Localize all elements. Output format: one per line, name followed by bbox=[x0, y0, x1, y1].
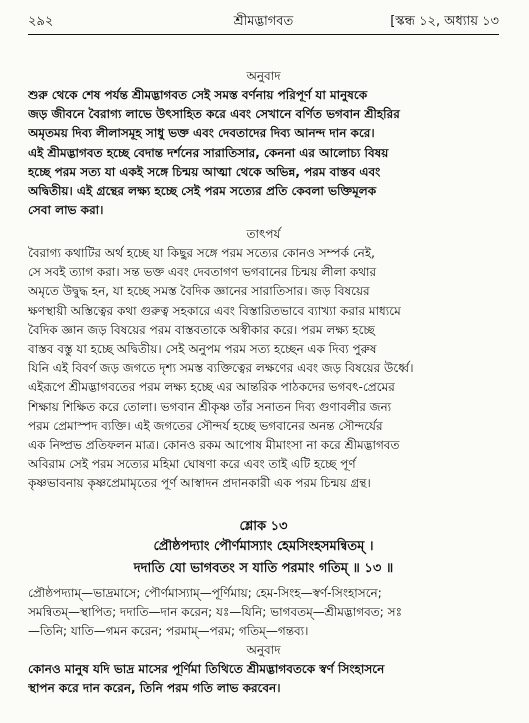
text-line: এই শ্রীমদ্ভাগবত হচ্ছে বেদান্ত দর্শনের সারাতিসার, কেননা এর আলোচ্য বিষয় bbox=[28, 145, 389, 160]
purport-text bbox=[28, 244, 499, 494]
text-line: এক নিষ্প্রভ প্রতিফলন মাত্র। কোনও রকম আপোষ মীমাংসা না করে শ্রীমদ্ভাগবত bbox=[28, 438, 400, 453]
text-line: যিনি এই বিবর্ণ জড় জগতে দৃশ্য সমস্ত ব্যক্তিত্বের লক্ষণের এবং জড় বিষয়ের উর্ধ্বে। bbox=[28, 361, 414, 376]
text-line: এইরূপে শ্রীমদ্ভাগবতের পরম লক্ষ্য হচ্ছে এর আন্তরিক পাঠকদের ভগবৎ-প্রেমের bbox=[28, 380, 395, 395]
verse-text bbox=[28, 536, 499, 580]
chapter-reference: [স্কন্ধ ১২, অধ্যায় ১৩ bbox=[390, 14, 499, 29]
translation-text bbox=[28, 86, 499, 220]
text-line: ক্ষণস্থায়ী অস্তিত্বের কথা গুরুত্ব সহকারে এবং বিস্তারিতভাবে ব্যাখ্যা করার মাধ্যমে bbox=[28, 303, 401, 318]
text-line: পরম প্রেমাস্পদ ব্যক্তি। এই জগতের সৌন্দর্য হচ্ছে ভগবানের অনন্ত সৌন্দর্যের bbox=[28, 418, 383, 433]
book-title: শ্রীমদ্ভাগবত bbox=[233, 14, 294, 29]
verse-line: প্রৌষ্ঠপদ্যাং পৌর্ণমাস্যাং হেমসিংহসমন্বিতম্ । bbox=[153, 539, 374, 554]
verse-heading: শ্লোক ১৩ bbox=[239, 519, 288, 534]
text-line: শুরু থেকে শেষ পর্যন্ত শ্রীমদ্ভাগবত সেই সমস্ত বর্ণনায় পরিপূর্ণ যা মানুষকে bbox=[28, 88, 368, 102]
word-meanings bbox=[28, 584, 499, 641]
text-line: সে সবই ত্যাগ করা। সন্ত ভক্ত এবং দেবতাগণ ভগবানের চিন্ময় লীলা কথার bbox=[28, 265, 377, 280]
verse-line: দদাতি যো ভাগবতং স যাতি পরমাং গতিম্ ॥ ১৩ ॥ bbox=[133, 561, 394, 576]
text-line: হচ্ছে পরম সত্য যা একই সঙ্গে চিন্ময় আত্মা থেকে অভিন্ন, পরম বাস্তব এবং bbox=[28, 164, 381, 179]
text-line: অমৃতে উদ্বুদ্ধ হন, যা হচ্ছে সমস্ত বৈদিক জ্ঞানের সারাতিসার। জড় বিষয়ের bbox=[28, 284, 370, 299]
text-line: কোনও মানুষ যদি ভাদ্র মাসের পূর্ণিমা তিথিতে শ্রীমদ্ভাগবতকে স্বর্ণ সিংহাসনে bbox=[28, 662, 385, 676]
text-line: শিক্ষায় শিক্ষিত করে তোলা। ভগবান শ্রীকৃষ্ণ তাঁর সনাতন দিব্য গুণাবলীর জন্য bbox=[28, 399, 392, 414]
text-line: সেবা লাভ করা। bbox=[28, 203, 104, 218]
page-number: ২৯২ bbox=[28, 14, 54, 29]
text-line: প্রৌষ্ঠপদ্যাম্—ভাদ্রমাসে; পৌর্ণমাস্যাম্—পূর্ণিমায়; হেম-সিংহ—স্বর্ণ-সিংহাসনে; bbox=[28, 586, 382, 600]
text-line: অবিরাম সেই পরম সত্যের মহিমা ঘোষণা করে এবং তাই এটি হচ্ছে পূর্ণ bbox=[28, 457, 356, 472]
purport-heading: তাৎপর্য bbox=[246, 227, 281, 241]
text-line: বৈদিক জ্ঞান জড় বিষয়ের পরম বাস্তবতাকে অস্বীকার করে। পরম লক্ষ্য হচ্ছে bbox=[28, 322, 375, 337]
header-rule bbox=[28, 34, 499, 35]
translation-heading: অনুবাদ bbox=[246, 69, 281, 83]
running-header bbox=[28, 12, 499, 36]
text-line: অদ্বিতীয়। এই গ্রন্থের লক্ষ্য হচ্ছে সেই পরম সত্যের প্রতি কেবলা ভক্তিমূলক bbox=[28, 184, 377, 199]
text-line: কৃষ্ণভাবনায় কৃষ্ণপ্রেমামৃতের পূর্ণ আস্বাদন প্রদানকারী এক পরম চিন্ময় গ্রন্থ। bbox=[28, 476, 371, 491]
text-line: —তিনি; যাতি—গমন করেন; পরমাম্—পরম; গতিম্—গন্তব্য। bbox=[28, 624, 309, 638]
text-line: স্থাপন করে দান করেন, তিনি পরম গতি লাভ করবেন। bbox=[28, 681, 281, 695]
verse-translation-text bbox=[28, 660, 499, 698]
text-line: জড় জীবনে বৈরাগ্য লাভে উৎসাহিত করে এবং সেখানে বর্ণিত ভগবান শ্রীহরির bbox=[28, 107, 400, 122]
verse-translation-heading: অনুবাদ bbox=[246, 643, 281, 657]
text-line: সমন্বিতম্—স্থাপিত; দদাতি—দান করেন; যঃ—যিনি; ভাগবতম্—শ্রীমদ্ভাগবত; সঃ bbox=[28, 605, 402, 619]
text-line: বাস্তব বস্তু যা হচ্ছে অদ্বিতীয়। সেই অনুপম পরম সত্য হচ্ছেন এক দিব্য পুরুষ bbox=[28, 342, 377, 357]
text-line: অমৃতময় দিব্য লীলাসমূহ সাধু ভক্ত এবং দেবতাদের দিব্য আনন্দ দান করে। bbox=[28, 126, 375, 141]
text-line: বৈরাগ্য কথাটির অর্থ হচ্ছে যা কিছুর সঙ্গে পরম সত্যের কোনও সম্পর্ক নেই, bbox=[28, 246, 375, 260]
